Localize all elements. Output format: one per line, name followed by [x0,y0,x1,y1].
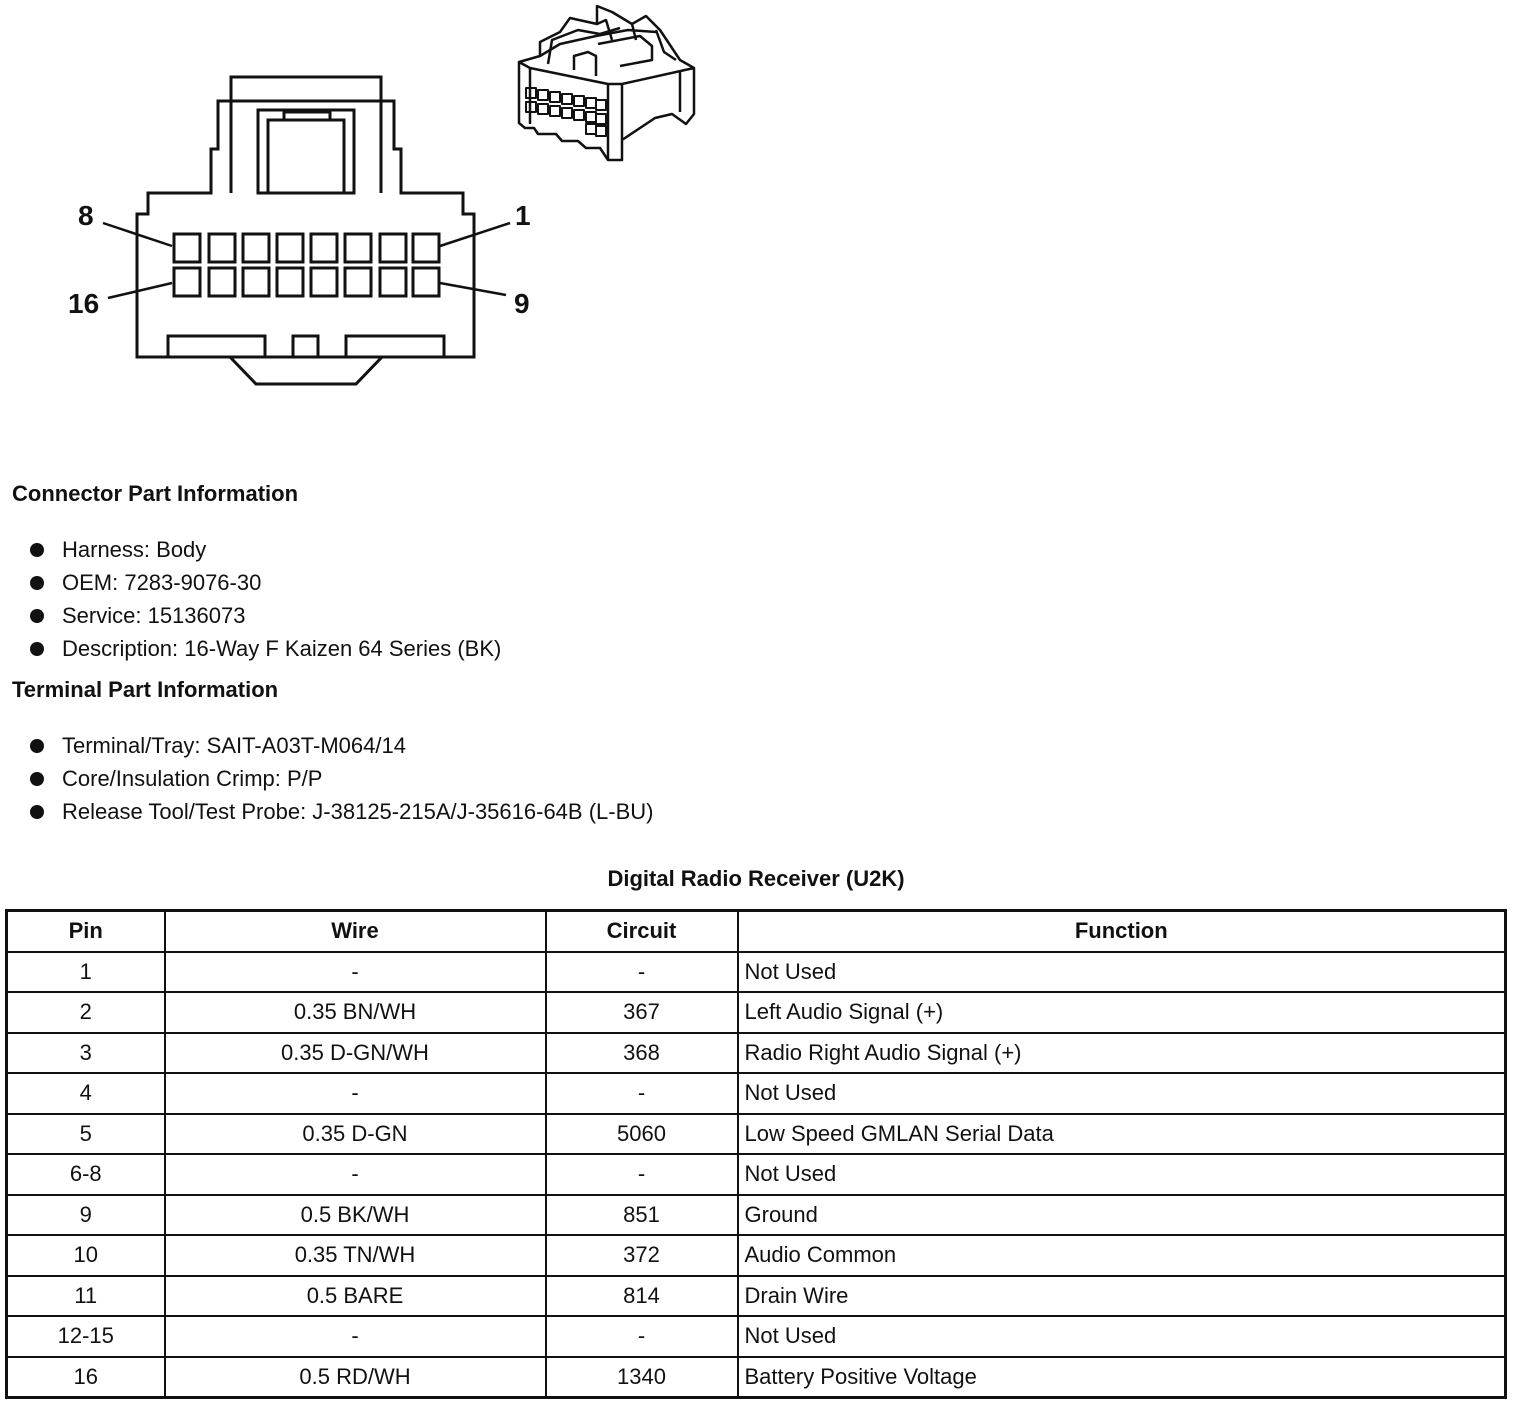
list-item-text: Description: 16-Way F Kaizen 64 Series (BK) [62,636,502,661]
pin-cavity [413,268,439,296]
function-cell: Low Speed GMLAN Serial Data [738,1114,1506,1155]
pin-cell: 16 [7,1357,165,1398]
wire-cell: - [165,1316,546,1357]
bullet-icon [30,576,44,590]
column-header: Function [738,911,1506,952]
wire-cell: - [165,952,546,993]
connector-part-info-list [30,533,501,665]
connector-3d-illustration [519,6,694,160]
list-item-text: Harness: Body [62,537,207,562]
table-row [7,1114,1506,1155]
function-cell: Not Used [738,952,1506,993]
circuit-cell: 367 [546,992,738,1033]
table-row [7,1316,1506,1357]
pin-cavity-grid [174,234,439,296]
table-body [7,952,1506,1398]
pin-label-9: 9 [514,288,530,319]
column-header: Pin [7,911,165,952]
pin-cavity [243,268,269,296]
connector-part-info-title: Connector Part Information [12,481,299,506]
pin-cell: 12-15 [7,1316,165,1357]
pin-cavity [380,268,406,296]
pin-cavity [345,268,371,296]
pin-cavity [209,234,235,262]
list-item-text: OEM: 7283-9076-30 [62,570,262,595]
bullet-icon [30,772,44,786]
table-row [7,1276,1506,1317]
pin-cell: 1 [7,952,165,993]
pin-cavity [243,234,269,262]
list-item [30,795,653,828]
terminal-part-info-title: Terminal Part Information [12,677,279,702]
circuit-cell: - [546,1154,738,1195]
pin-cavity [174,234,200,262]
list-item-text: Service: 15136073 [62,603,246,628]
table-title: Digital Radio Receiver (U2K) [607,866,905,891]
circuit-cell: 5060 [546,1114,738,1155]
circuit-cell: 814 [546,1276,738,1317]
table-row [7,1235,1506,1276]
pin-cell: 3 [7,1033,165,1074]
bullet-icon [30,805,44,819]
bullet-icon [30,739,44,753]
function-cell: Audio Common [738,1235,1506,1276]
list-item [30,632,501,665]
pin-cavity [174,268,200,296]
pin-cavity [277,268,303,296]
pin-cell: 6-8 [7,1154,165,1195]
pin-cavity [277,234,303,262]
table-row [7,1073,1506,1114]
circuit-cell: 368 [546,1033,738,1074]
wire-cell: 0.35 TN/WH [165,1235,546,1276]
wire-cell: 0.35 D-GN [165,1114,546,1155]
pin-cell: 10 [7,1235,165,1276]
list-item-text: Release Tool/Test Probe: J-38125-215A/J-35616-64B (L-BU) [62,799,654,824]
table-header-row [7,911,1506,952]
list-item [30,533,501,566]
table-row [7,952,1506,993]
connector-diagram [0,0,760,420]
bullet-icon [30,642,44,656]
connector-key [230,357,382,384]
bullet-icon [30,543,44,557]
list-item [30,566,501,599]
table-row [7,1154,1506,1195]
wire-cell: 0.5 BK/WH [165,1195,546,1236]
pin-cavity [380,234,406,262]
pin-cavity [345,234,371,262]
pin-label-16: 16 [68,288,100,319]
pin-label-1: 1 [515,200,531,231]
wire-cell: 0.5 BARE [165,1276,546,1317]
pin-cell: 9 [7,1195,165,1236]
wire-cell: 0.35 D-GN/WH [165,1033,546,1074]
pin-cell: 5 [7,1114,165,1155]
wire-cell: 0.5 RD/WH [165,1357,546,1398]
circuit-cell: 1340 [546,1357,738,1398]
function-cell: Drain Wire [738,1276,1506,1317]
list-item-text: Core/Insulation Crimp: P/P [62,766,323,791]
pin-cell: 4 [7,1073,165,1114]
function-cell: Ground [738,1195,1506,1236]
table-row [7,992,1506,1033]
table-row [7,1357,1506,1398]
pin-cavity [209,268,235,296]
connector-latch [231,101,381,193]
function-cell: Left Audio Signal (+) [738,992,1506,1033]
pin-label-8: 8 [78,200,94,231]
table-row [7,1033,1506,1074]
list-item [30,762,653,795]
pin-cell: 11 [7,1276,165,1317]
list-item-text: Terminal/Tray: SAIT-A03T-M064/14 [62,733,406,758]
pinout-table [5,909,1507,1399]
circuit-cell: - [546,1073,738,1114]
table-row [7,1195,1506,1236]
column-header: Circuit [546,911,738,952]
function-cell: Not Used [738,1316,1506,1357]
wire-cell: 0.35 BN/WH [165,992,546,1033]
list-item [30,599,501,632]
pin-cavity [413,234,439,262]
bullet-icon [30,609,44,623]
circuit-cell: 372 [546,1235,738,1276]
list-item [30,729,653,762]
pin-cavity [311,234,337,262]
terminal-part-info-list [30,729,653,828]
circuit-cell: - [546,952,738,993]
circuit-cell: 851 [546,1195,738,1236]
pin-cavity [311,268,337,296]
function-cell: Radio Right Audio Signal (+) [738,1033,1506,1074]
function-cell: Not Used [738,1154,1506,1195]
circuit-cell: - [546,1316,738,1357]
pin-cell: 2 [7,992,165,1033]
function-cell: Not Used [738,1073,1506,1114]
wire-cell: - [165,1154,546,1195]
function-cell: Battery Positive Voltage [738,1357,1506,1398]
column-header: Wire [165,911,546,952]
wire-cell: - [165,1073,546,1114]
